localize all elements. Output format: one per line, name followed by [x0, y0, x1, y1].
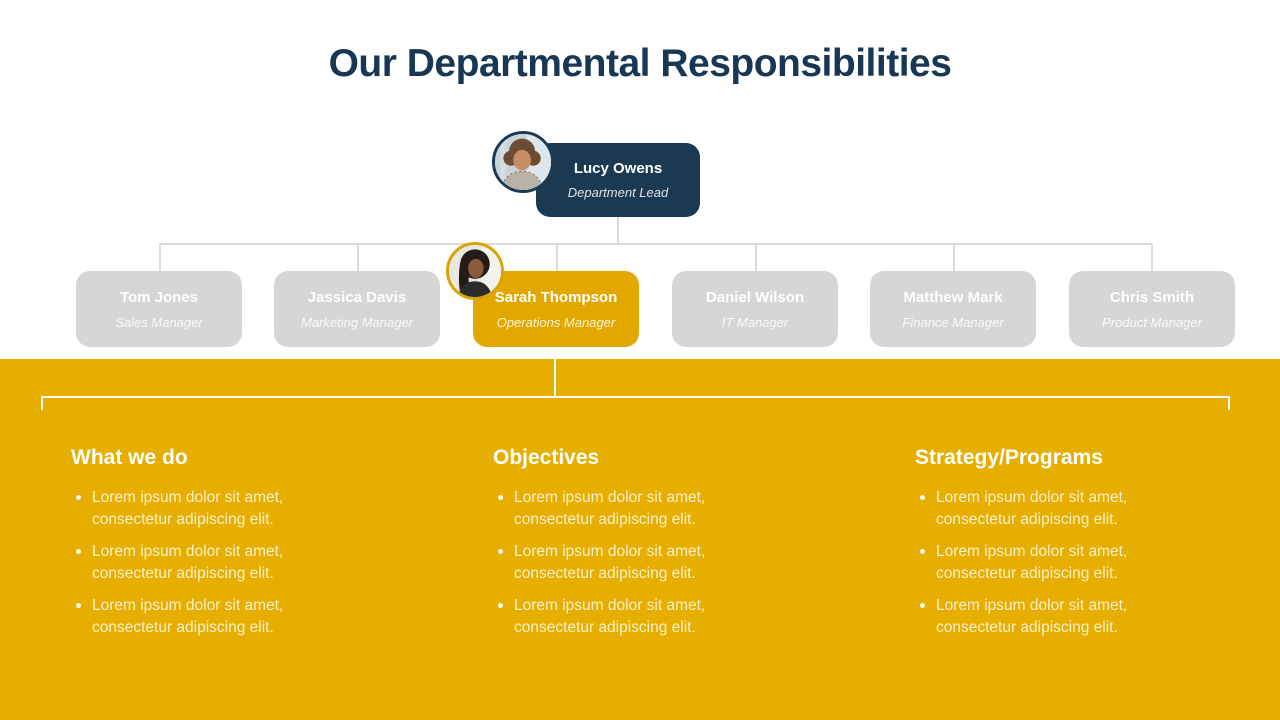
connector-drop — [357, 244, 359, 271]
column-heading: Strategy/Programs — [915, 446, 1103, 469]
bullet-item: Lorem ipsum dolor sit amet, consectetur adipiscing elit. — [915, 487, 1137, 530]
manager-name: Jassica Davis — [307, 288, 407, 306]
column-what-we-do — [71, 446, 361, 649]
manager-name: Tom Jones — [119, 288, 199, 306]
column-strategy-programs — [915, 446, 1205, 649]
manager-role: Finance Manager — [902, 314, 1004, 330]
org-card-tom-jones — [76, 271, 242, 347]
connector-drop — [1151, 244, 1153, 271]
manager-role: Product Manager — [1102, 314, 1202, 330]
bullet-item: Lorem ipsum dolor sit amet, consectetur adipiscing elit. — [493, 595, 715, 638]
manager-role: IT Manager — [721, 314, 789, 330]
column-heading: Objectives — [493, 446, 600, 469]
bullet-item: Lorem ipsum dolor sit amet, consectetur adipiscing elit. — [915, 595, 1137, 638]
bullet-list — [915, 487, 1205, 638]
manager-name: Matthew Mark — [903, 288, 1003, 306]
org-card-chris-smith — [1069, 271, 1235, 347]
column-objectives — [493, 446, 783, 649]
connector-horizontal-rail — [159, 243, 1152, 245]
manager-role: Sales Manager — [115, 314, 203, 330]
detail-panel — [0, 359, 1280, 720]
connector-drop — [159, 244, 161, 271]
bullet-list — [71, 487, 361, 638]
lead-role: Department Lead — [567, 185, 669, 200]
org-card-matthew-mark — [870, 271, 1036, 347]
connector-drop — [755, 244, 757, 271]
org-card-jassica-davis — [274, 271, 440, 347]
sarah-avatar-photo — [446, 242, 504, 300]
lead-avatar-photo — [492, 131, 554, 193]
connector-drop — [953, 244, 955, 271]
lead-name: Lucy Owens — [573, 160, 663, 177]
connector-lead-drop — [617, 217, 619, 244]
manager-name: Chris Smith — [1109, 288, 1195, 306]
manager-role: Operations Manager — [496, 314, 616, 330]
bullet-item: Lorem ipsum dolor sit amet, consectetur adipiscing elit. — [915, 541, 1137, 584]
bullet-item: Lorem ipsum dolor sit amet, consectetur adipiscing elit. — [493, 487, 715, 530]
manager-name: Sarah Thompson — [494, 288, 618, 306]
lead-card — [536, 143, 700, 217]
connector-drop — [556, 244, 558, 271]
bullet-item: Lorem ipsum dolor sit amet, consectetur adipiscing elit. — [71, 541, 293, 584]
bullet-item: Lorem ipsum dolor sit amet, consectetur adipiscing elit. — [71, 487, 293, 530]
page-title: Our Departmental Responsibilities — [328, 42, 952, 85]
manager-name: Daniel Wilson — [705, 288, 805, 306]
bullet-list — [493, 487, 783, 638]
bullet-item: Lorem ipsum dolor sit amet, consectetur adipiscing elit. — [493, 541, 715, 584]
connector-panel-bracket — [41, 396, 1230, 409]
manager-role: Marketing Manager — [301, 314, 413, 330]
column-heading: What we do — [71, 446, 188, 469]
connector-panel-drop — [554, 359, 556, 397]
org-card-daniel-wilson — [672, 271, 838, 347]
bullet-item: Lorem ipsum dolor sit amet, consectetur adipiscing elit. — [71, 595, 293, 638]
